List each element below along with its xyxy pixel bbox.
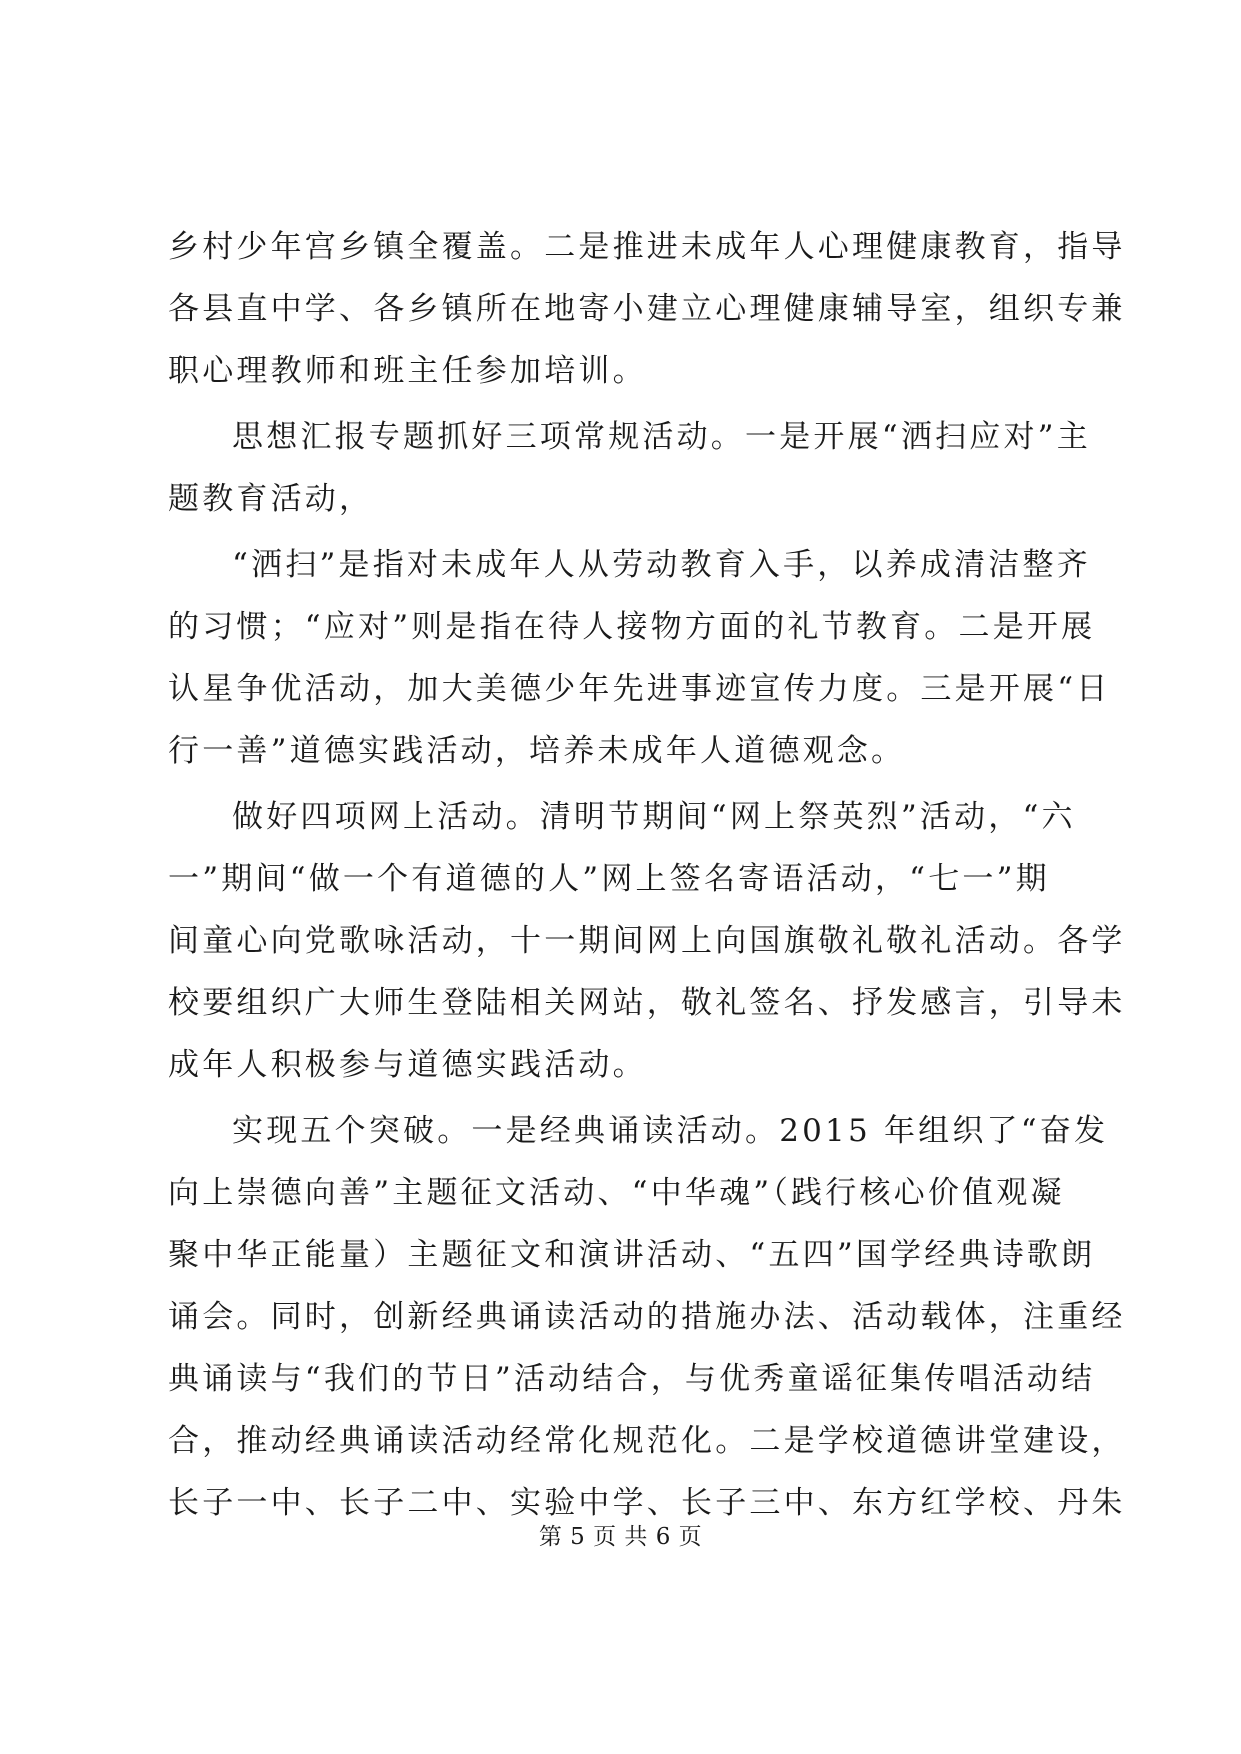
- document-body: [168, 216, 1126, 1534]
- text-line: 职心理教师和班主任参加培训。: [168, 353, 647, 389]
- text-line: 乡村少年宫乡镇全覆盖。二是推进未成年人心理健康教育，指导: [168, 229, 1126, 265]
- text-line: 长子一中、长子二中、实验中学、长子三中、东方红学校、丹朱: [168, 1485, 1126, 1521]
- text-line: 校要组织广大师生登陆相关网站，敬礼签名、抒发感言，引导未: [168, 985, 1126, 1021]
- paragraph-first-line: 实现五个突破。一是经典诵读活动。2015 年组织了“奋发: [232, 1113, 1109, 1149]
- text-line: 聚中华正能量）主题征文和演讲活动、“五四”国学经典诗歌朗: [168, 1237, 1096, 1273]
- paragraph-first-line: 思想汇报专题抓好三项常规活动。一是开展“洒扫应对”主: [232, 419, 1091, 455]
- text-line: 诵会。同时，创新经典诵读活动的措施办法、活动载体，注重经: [168, 1299, 1126, 1335]
- text-line: 成年人积极参与道德实践活动。: [168, 1047, 647, 1083]
- text-line: 的习惯；“应对”则是指在待人接物方面的礼节教育。二是开展: [168, 609, 1096, 645]
- paragraph-first-line: “洒扫”是指对未成年人从劳动教育入手，以养成清洁整齐: [232, 547, 1091, 583]
- text-line: 认星争优活动，加大美德少年先进事迹宣传力度。三是开展“日: [168, 671, 1111, 707]
- text-line: 间童心向党歌咏活动，十一期间网上向国旗敬礼敬礼活动。各学: [168, 923, 1126, 959]
- page-number-footer: 第 5 页 共 6 页: [538, 1524, 703, 1550]
- text-line: 典诵读与“我们的节日”活动结合，与优秀童谣征集传唱活动结: [168, 1361, 1096, 1397]
- text-line: 行一善”道德实践活动，培养未成年人道德观念。: [168, 733, 906, 769]
- text-line: 合，推动经典诵读活动经常化规范化。二是学校道德讲堂建设，: [168, 1423, 1126, 1459]
- text-line: 题教育活动，: [168, 481, 374, 517]
- text-line: 向上崇德向善”主题征文活动、“中华魂”（践行核心价值观凝: [168, 1175, 1065, 1211]
- paragraph-first-line: 做好四项网上活动。清明节期间“网上祭英烈”活动，“六: [232, 799, 1076, 835]
- text-line: 各县直中学、各乡镇所在地寄小建立心理健康辅导室，组织专兼: [168, 291, 1126, 327]
- text-line: 一”期间“做一个有道德的人”网上签名寄语活动，“七一”期: [168, 861, 1050, 897]
